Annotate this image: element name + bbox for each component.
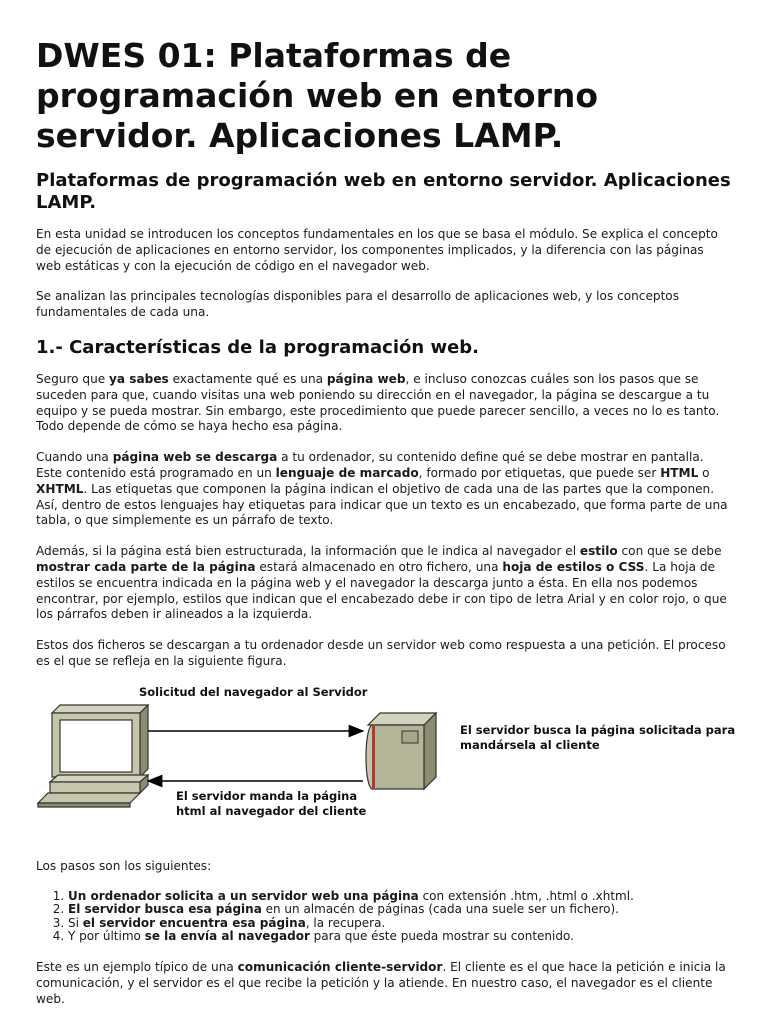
step-item: 3. Si el servidor encuentra esa página, la recupera.: [68, 917, 732, 931]
intro-paragraph-1: En esta unidad se introducen los conceptos fundamentales en los que se basa el módulo. Se explica el concepto de ejecución de aplicaciones en entorno servidor, los componentes implicados, y la diferencia con las páginas web estáticas y con la ejecución de código en el navegador web.: [36, 227, 718, 273]
steps-intro: Los pasos son los siguientes:: [36, 858, 212, 873]
intro-paragraph-2: Se analizan las principales tecnologías disponibles para el desarrollo de aplicaciones web, y los conceptos fundamentales de cada una.: [36, 289, 680, 320]
step-item: 4. Y por último se la envía al navegador para que éste pueda mostrar su contenido.: [68, 930, 732, 944]
section-1-paragraph-3: Además, si la página está bien estructurada, la información que le indica al navegador el estilo con que se debe mostrar cada parte de la página estará almacenado en otro fichero, una hoja de estilos o CSS. La hoja de estilos se encuentra indicada en la página web y el navegador la descarga junto a ésta. En ella nos podemos encontrar, por ejemplo, estilos que indican que el encabezado debe ir con tipo de letra Arial y en color rojo, o que los párrafos deben ir alineados a la izquierda.: [36, 544, 727, 622]
bold-text: Un ordenador solicita a un servidor web una página: [68, 888, 419, 903]
bold-text: comunicación cliente-servidor: [237, 959, 443, 974]
closing-paragraph: Este es un ejemplo típico de una comunicación cliente-servidor. El cliente es el que hace la petición e inicia la comunicación, y el servidor es el que recibe la petición y la atiende. En nuestro caso, el navegador es el cliente web.: [36, 959, 726, 1006]
request-label: Solicitud del navegador al Servidor: [139, 684, 368, 699]
bold-text: mostrar cada parte de la página: [36, 559, 256, 574]
client-server-figure: [36, 684, 736, 845]
step-item: 1. Un ordenador solicita a un servidor web una página con extensión .htm, .html o .xhtml.: [68, 890, 732, 904]
computer-icon: [38, 705, 148, 807]
bold-text: HTML: [660, 465, 699, 480]
bold-text: el servidor encuentra esa página: [82, 915, 306, 930]
bold-text: se la envía al navegador: [144, 929, 310, 944]
bold-text: estilo: [579, 544, 618, 559]
server-label: El servidor busca la página solicitada para mandársela al cliente: [460, 722, 736, 752]
client-server-diagram: [36, 685, 732, 845]
response-label: El servidor manda la página html al navegador del cliente: [176, 788, 367, 818]
bold-text: página web: [326, 371, 406, 386]
steps-list: [36, 890, 732, 944]
step-item: 2. El servidor busca esa página en un almacén de páginas (cada una suele ser un fichero).: [68, 903, 732, 917]
bold-text: XHTML: [36, 481, 84, 496]
bold-text: hoja de estilos o CSS: [502, 559, 645, 574]
section-1-heading: 1.- Características de la programación web.: [36, 336, 480, 358]
section-1-paragraph-4: Estos dos ficheros se descargan a tu ordenador desde un servidor web como respuesta a una petición. El proceso es el que se refleja en la siguiente figura.: [36, 638, 726, 668]
bold-text: lenguaje de marcado: [275, 465, 419, 480]
document-subtitle: Plataformas de programación web en entorno servidor. Aplicaciones LAMP.: [36, 170, 731, 213]
document-title: DWES 01: Plataformas de programación web en entorno servidor. Aplicaciones LAMP.: [36, 36, 599, 155]
section-1-paragraph-2: Cuando una página web se descarga a tu ordenador, su contenido define qué se debe mostrar en pantalla. Este contenido está programado en un lenguaje de marcado, formado por etiquetas, que puede ser HTML o XHTML. Las etiquetas que componen la página indican el objetivo de cada una de las partes que la componen. Así, dentro de estos lenguajes hay etiquetas para indicar que un texto es un encabezado, que forma parte de una tabla, o que simplemente es un párrafo de texto.: [36, 450, 728, 528]
bold-text: página web se descarga: [112, 450, 278, 465]
server-icon: [366, 713, 436, 789]
section-1-paragraph-1: Seguro que ya sabes exactamente qué es una página web, e incluso conozcas cuáles son los pasos que se suceden para que, cuando visitas una web poniendo su dirección en el navegador, la página se descargue a tu equipo y se pueda mostrar. Sin embargo, este procedimiento que puede parecer sencillo, a veces no lo es tanto. Todo depende de cómo se haya hecho esa página.: [36, 371, 720, 434]
bold-text: ya sabes: [109, 371, 169, 386]
bold-text: El servidor busca esa página: [68, 902, 262, 917]
